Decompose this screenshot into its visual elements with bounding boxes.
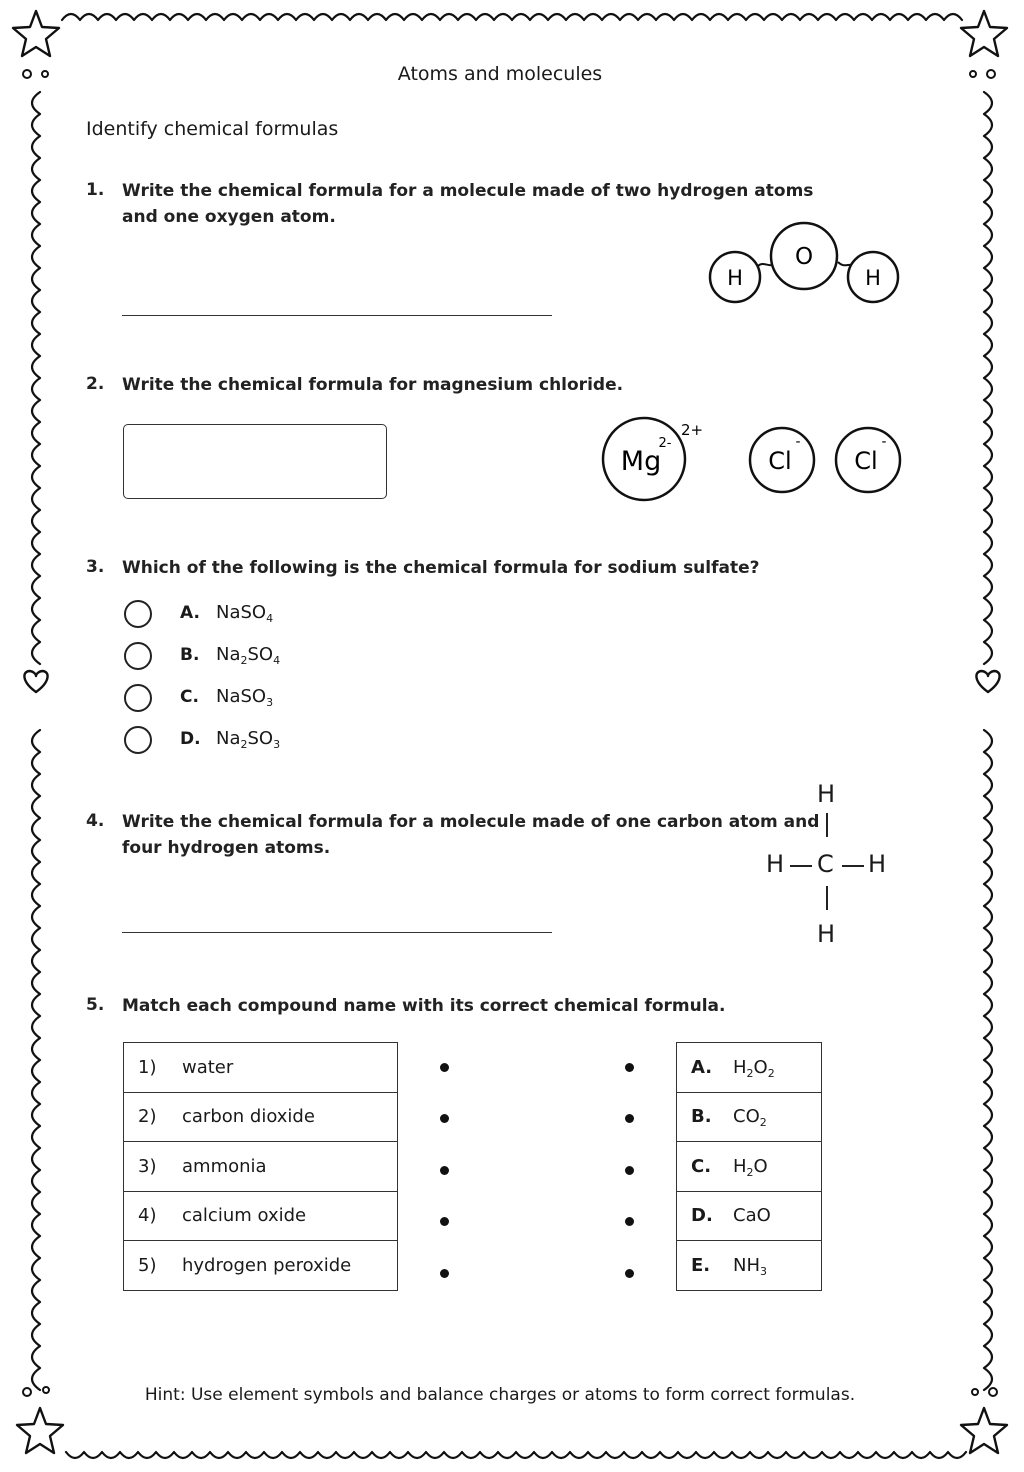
methane-structure-diagram	[760, 780, 890, 950]
section-heading: Identify chemical formulas	[86, 118, 339, 140]
cl-label: Cl	[854, 447, 878, 475]
table-row	[124, 1142, 398, 1192]
bond-line	[826, 813, 828, 837]
water-molecule-diagram	[700, 218, 910, 308]
table-row	[124, 1092, 398, 1142]
table-row	[677, 1191, 822, 1241]
question-2-number: 2.	[86, 374, 105, 394]
question-3-number: 3.	[86, 557, 105, 577]
option-b-radio[interactable]	[124, 642, 152, 670]
answer-line-1[interactable]	[122, 315, 552, 316]
question-4-line-1: Write the chemical formula for a molecule made of one carbon atom and	[122, 812, 820, 832]
compound-name: ammonia	[182, 1155, 267, 1177]
carbon-center: C	[817, 850, 834, 878]
hint-text: Hint: Use element symbols and balance charges or atoms to form correct formulas.	[144, 1385, 856, 1405]
heart-icon	[24, 671, 47, 692]
table-row	[124, 1241, 398, 1291]
match-dot-right[interactable]	[625, 1114, 634, 1123]
star-icon	[13, 11, 59, 56]
cl-charge: -	[881, 434, 887, 450]
question-1-number: 1.	[86, 180, 105, 200]
hydrogen-top: H	[817, 780, 836, 808]
row-number: 1)	[138, 1056, 157, 1078]
match-dot-left[interactable]	[440, 1114, 449, 1123]
compound-name: hydrogen peroxide	[182, 1254, 352, 1276]
bond-line	[842, 865, 864, 867]
atom-label: H	[865, 266, 881, 290]
star-icon	[17, 1408, 63, 1453]
mg-outer-charge: 2+	[680, 421, 704, 439]
atom-label: H	[727, 266, 743, 290]
row-number: 4)	[138, 1205, 157, 1227]
answer-box-2[interactable]	[123, 424, 387, 499]
heart-icon	[976, 671, 999, 692]
row-letter: D.	[691, 1205, 713, 1227]
row-letter: A.	[691, 1056, 713, 1078]
compound-names-table	[123, 1042, 398, 1291]
formula: $H_2O$	[733, 1155, 768, 1179]
match-dot-right[interactable]	[625, 1269, 634, 1278]
option-a-radio[interactable]	[124, 600, 152, 628]
cl-label: Cl	[768, 447, 792, 475]
question-1-line-1: Write the chemical formula for a molecule made of two hydrogen atoms	[122, 181, 814, 201]
row-letter: E.	[691, 1254, 711, 1276]
option-d-letter: D.	[180, 729, 201, 749]
question-4-text	[122, 809, 819, 861]
star-icon	[961, 1408, 1007, 1453]
match-dot-left[interactable]	[440, 1269, 449, 1278]
row-number: 3)	[138, 1155, 157, 1177]
option-c-formula: NaSO$_3$	[216, 686, 274, 709]
match-dot-right[interactable]	[625, 1063, 634, 1072]
match-dot-left[interactable]	[440, 1217, 449, 1226]
table-row	[677, 1043, 822, 1093]
formula: $NH_3$	[733, 1254, 767, 1278]
question-5-number: 5.	[86, 995, 105, 1015]
question-5-text: Match each compound name with its correct chemical formula.	[122, 996, 726, 1016]
hydrogen-left: H	[766, 850, 785, 878]
question-4-number: 4.	[86, 811, 105, 831]
match-dot-left[interactable]	[440, 1166, 449, 1175]
formula: $CO_2$	[733, 1106, 767, 1130]
option-d-formula: $Na_2SO_3$	[216, 728, 281, 751]
formula: $H_2O_2$	[733, 1056, 775, 1080]
compound-name: carbon dioxide	[182, 1106, 315, 1128]
table-row	[677, 1241, 822, 1291]
option-c-radio[interactable]	[124, 684, 152, 712]
compound-name: water	[182, 1056, 234, 1078]
cl-charge: -	[795, 434, 801, 450]
match-dot-right[interactable]	[625, 1166, 634, 1175]
option-a-letter: A.	[180, 603, 200, 623]
question-4-line-2: four hydrogen atoms.	[122, 838, 331, 858]
hydrogen-bottom: H	[817, 920, 836, 948]
row-number: 2)	[138, 1106, 157, 1128]
formula: CaO	[733, 1205, 771, 1227]
option-b-letter: B.	[180, 645, 200, 665]
bond-line	[790, 865, 812, 867]
answer-line-4[interactable]	[122, 932, 552, 933]
match-dot-right[interactable]	[625, 1217, 634, 1226]
compound-name: calcium oxide	[182, 1205, 307, 1227]
option-c-letter: C.	[180, 687, 199, 707]
table-row	[677, 1092, 822, 1142]
row-number: 5)	[138, 1254, 157, 1276]
option-a-formula: NaSO$_4$	[216, 602, 274, 625]
magnesium-chloride-diagram	[595, 413, 915, 508]
match-dot-left[interactable]	[440, 1063, 449, 1072]
mg-label: Mg	[620, 446, 662, 477]
page-title: Atoms and molecules	[397, 63, 603, 85]
row-letter: C.	[691, 1155, 712, 1177]
table-row	[124, 1191, 398, 1241]
option-d-radio[interactable]	[124, 726, 152, 754]
table-row	[677, 1142, 822, 1192]
question-2-text: Write the chemical formula for magnesium chloride.	[122, 375, 624, 395]
atom-label: O	[794, 244, 814, 270]
question-3-text: Which of the following is the chemical formula for sodium sulfate?	[122, 558, 760, 578]
row-letter: B.	[691, 1106, 712, 1128]
question-1-line-2: and one oxygen atom.	[122, 207, 336, 227]
bond-line	[826, 886, 828, 910]
option-b-formula: $Na_2SO_4$	[216, 644, 281, 667]
star-icon	[961, 11, 1007, 56]
table-row	[124, 1043, 398, 1093]
hydrogen-right: H	[868, 850, 887, 878]
mg-inner-charge: 2-	[658, 436, 672, 451]
formulas-table	[676, 1042, 822, 1291]
